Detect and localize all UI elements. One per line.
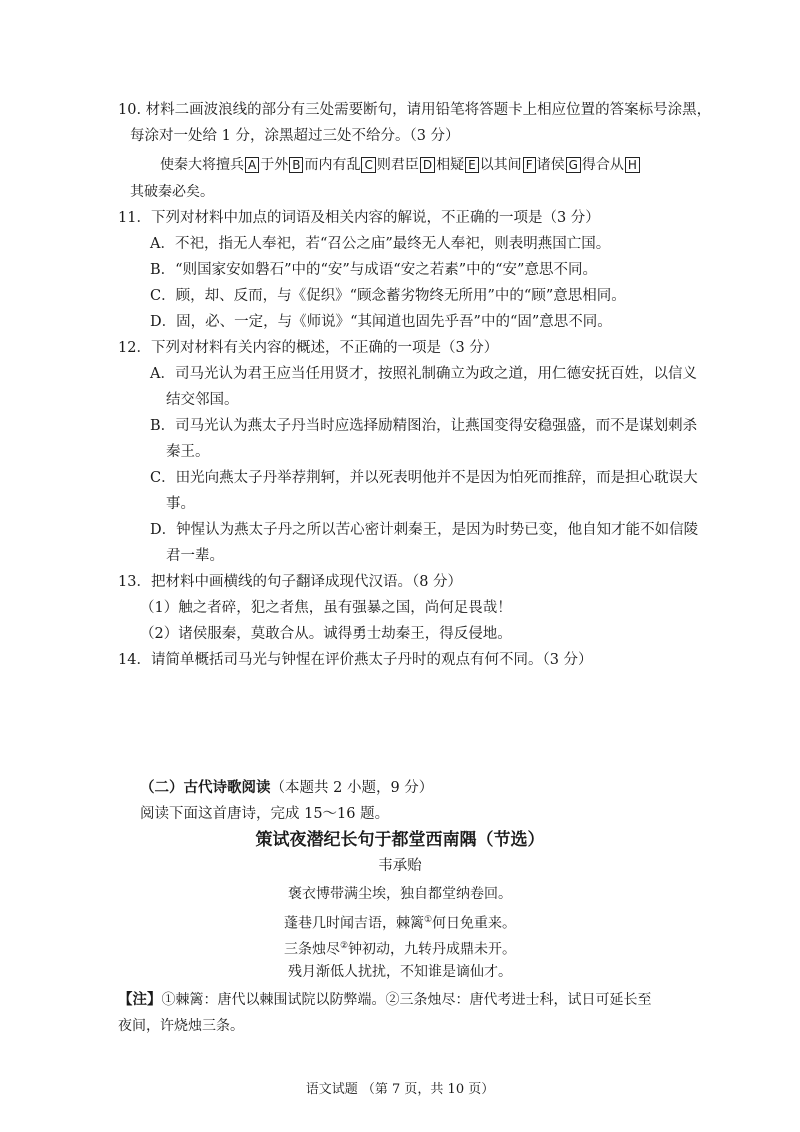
note-marker-1: ①	[423, 915, 433, 925]
passage-seg-8: 得合从	[581, 157, 624, 173]
poem-note-line2: 夜间，许烧烛三条。	[118, 1018, 244, 1034]
q12-option-b-line1: B．司马光认为燕太子丹当时应选择励精图治，让燕国变得安稳强盛，而不是谋划刺杀	[150, 418, 698, 434]
answer-box-f[interactable]: F	[523, 157, 536, 173]
q10-passage	[160, 155, 641, 175]
poem-title: 策试夜潜纪长句于都堂西南隅（节选）	[255, 830, 545, 850]
poem-line-2	[0, 910, 800, 934]
poem-note-line1	[118, 990, 652, 1010]
q11-option-b: B．“则国家安如磐石”中的“安”与成语“安之若素”中的“安”意思不同。	[150, 262, 597, 278]
q12-option-c-line1: C．田光向燕太子丹举荐荆轲，并以死表明他并不是因为怕死而推辞，而是担心耽误大	[150, 470, 698, 486]
poem-line-2b: 何日免重来。	[432, 915, 517, 932]
q13-stem: 13．把材料中画横线的句子翻译成现代汉语。（8 分）	[118, 574, 463, 590]
q11-option-a: A．不祀，指无人奉祀，若“召公之庙”最终无人奉祀，则表明燕国亡国。	[150, 236, 611, 252]
passage-seg-4: 则君臣	[376, 157, 419, 173]
q11-stem: 11．下列对材料中加点的词语及相关内容的解说，不正确的一项是（3 分）	[118, 210, 600, 226]
q12-option-a-line2: 结交邻国。	[166, 392, 239, 408]
section2-instruction: 阅读下面这首唐诗，完成 15～16 题。	[140, 806, 390, 822]
passage-seg-2: 于外	[260, 157, 289, 173]
section2-heading-bold: （二）古代诗歌阅读	[140, 779, 271, 796]
poem-line-3a: 三条烛尽	[283, 941, 340, 958]
poem-line-4: 残月渐低人扰扰，不知谁是谪仙才。	[288, 964, 512, 980]
q10-passage-end: 其破秦必矣。	[130, 184, 214, 200]
q11-option-d: D．固，必、一定，与《师说》“其闻道也固先乎吾”中的“固”意思不同。	[150, 314, 612, 330]
answer-box-e[interactable]: E	[465, 157, 479, 173]
passage-seg-5: 相疑	[436, 157, 465, 173]
answer-box-h[interactable]: H	[625, 157, 640, 173]
poem-line-2a: 蓬巷几时闻吉语，棘篱	[283, 915, 424, 932]
passage-seg-1: 使秦大将擅兵	[160, 157, 244, 173]
q12-option-d-line2: 君一辈。	[166, 548, 224, 564]
passage-seg-6: 以其间	[479, 157, 522, 173]
answer-box-a[interactable]: A	[245, 157, 259, 173]
poem-line-3b: 钟初动，九转丹成鼎未开。	[348, 941, 517, 958]
q11-option-c: C．顾，却、反而，与《促织》“顾念蓄劣物终无所用”中的“顾”意思相同。	[150, 288, 626, 304]
q12-option-a-line1: A．司马光认为君王应当任用贤才，按照礼制确立为政之道，用仁德安抚百姓，以信义	[150, 366, 697, 382]
note-text-1: ①棘篱：唐代以棘围试院以防弊端。②三条烛尽：唐代考进士科，试日可延长至	[161, 992, 652, 1008]
answer-box-d[interactable]: D	[420, 157, 435, 173]
q12-option-d-line1: D．钟惺认为燕太子丹之所以苦心密计刺秦王，是因为时势已变，他自知才能不如信陵	[150, 522, 699, 538]
q12-stem: 12．下列对材料有关内容的概述，不正确的一项是（3 分）	[118, 340, 499, 356]
q14-stem: 14．请简单概括司马光与钟惺在评价燕太子丹时的观点有何不同。（3 分）	[118, 652, 593, 668]
q13-sentence-2: （2）诸侯服秦，莫敢合从。诚得勇士劫秦王，得反侵地。	[140, 626, 512, 642]
section2-heading	[140, 778, 433, 798]
poem-author: 韦承贻	[378, 858, 422, 874]
q10-stem-line1: 10. 材料二画波浪线的部分有三处需要断句，请用铅笔将答题卡上相应位置的答案标号涂黑，	[118, 102, 712, 118]
q12-option-c-line2: 事。	[166, 496, 195, 512]
q10-stem-line2: 每涂对一处给 1 分，涂黑超过三处不给分。（3 分）	[130, 128, 460, 144]
passage-seg-3: 而内有乱	[304, 157, 361, 173]
section2-heading-rest: （本题共 2 小题，9 分）	[270, 780, 434, 796]
q12-option-b-line2: 秦王。	[166, 444, 210, 460]
q13-sentence-1: （1）触之者碎，犯之者焦，虽有强暴之国，尚何足畏哉！	[140, 600, 512, 616]
passage-seg-7: 诸侯	[536, 157, 565, 173]
answer-box-b[interactable]: B	[289, 157, 303, 173]
answer-box-g[interactable]: G	[566, 157, 581, 173]
note-marker-2: ②	[339, 941, 349, 951]
answer-box-c[interactable]: C	[361, 157, 375, 173]
note-label: 【注】	[118, 991, 162, 1008]
poem-line-1: 褒衣博带满尘埃，独自都堂纳卷回。	[288, 886, 512, 902]
poem-line-3	[0, 936, 800, 960]
page-footer: 语文试题 （第 7 页，共 10 页）	[305, 1082, 495, 1097]
